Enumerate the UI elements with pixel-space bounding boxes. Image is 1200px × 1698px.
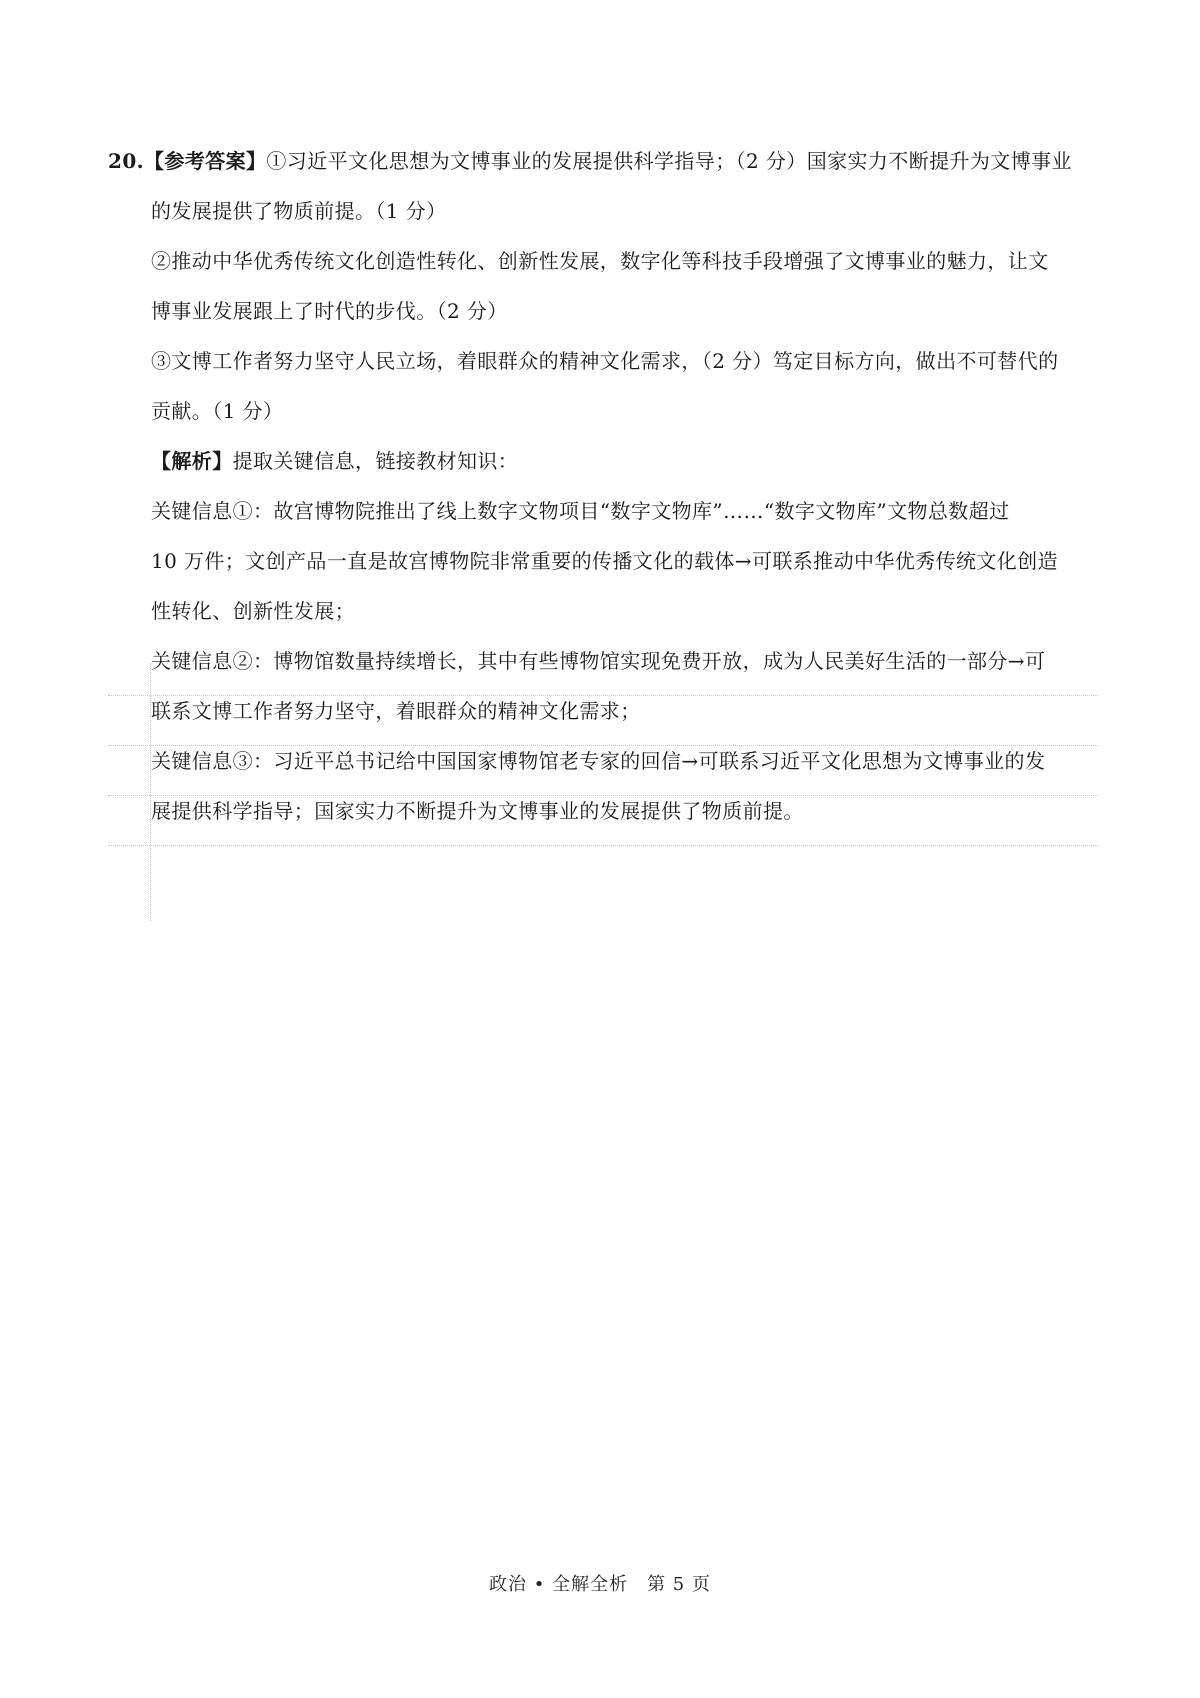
analysis-line-5: 联系文博工作者努力坚守，着眼群众的精神文化需求；	[108, 696, 1098, 746]
dotted-guide-vertical	[150, 663, 151, 921]
answer-section	[108, 146, 1098, 846]
analysis-line-7: 展提供科学指导；国家实力不断提升为文博事业的发展提供了物质前提。	[108, 796, 1098, 846]
answer-line-1	[108, 146, 1098, 196]
answer-line-5: ③文博工作者努力坚守人民立场，着眼群众的精神文化需求，（2 分）笃定目标方向，做出不可替代的	[151, 349, 1059, 373]
question-number: 20.	[108, 149, 144, 173]
analysis-heading: 【解析】	[151, 449, 233, 473]
answer-line-3: ②推动中华优秀传统文化创造性转化、创新性发展，数字化等科技手段增强了文博事业的魅力，让文	[151, 249, 1049, 273]
analysis-line-4: 关键信息②：博物馆数量持续增长，其中有些博物馆实现免费开放，成为人民美好生活的一部分→可	[108, 646, 1098, 696]
answer-text: ①习近平文化思想为文博事业的发展提供科学指导；（2 分）国家实力不断提升为文博事业	[266, 149, 1072, 173]
answer-heading: 【参考答案】	[144, 149, 267, 173]
analysis-line-6: 关键信息③：习近平总书记给中国国家博物馆老专家的回信→可联系习近平文化思想为文博事业的发	[108, 746, 1098, 796]
analysis-line-0	[108, 446, 1098, 496]
analysis-intro: 提取关键信息，链接教材知识：	[232, 449, 519, 473]
analysis-line-2: 10 万件；文创产品一直是故宫博物院非常重要的传播文化的载体→可联系推动中华优秀传统文化创造	[151, 549, 1058, 573]
answer-line-4: 博事业发展跟上了时代的步伐。（2 分）	[151, 299, 508, 323]
analysis-line-1: 关键信息①：故宫博物院推出了线上数字文物项目“数字文物库”……“数字文物库”文物总数超过	[151, 499, 1010, 523]
answer-line-6: 贡献。（1 分）	[151, 399, 284, 423]
page-footer: 政治 • 全解全析 第 5 页	[489, 1574, 711, 1595]
answer-line-2: 的发展提供了物质前提。（1 分）	[151, 199, 447, 223]
analysis-line-3: 性转化、创新性发展；	[151, 599, 355, 623]
